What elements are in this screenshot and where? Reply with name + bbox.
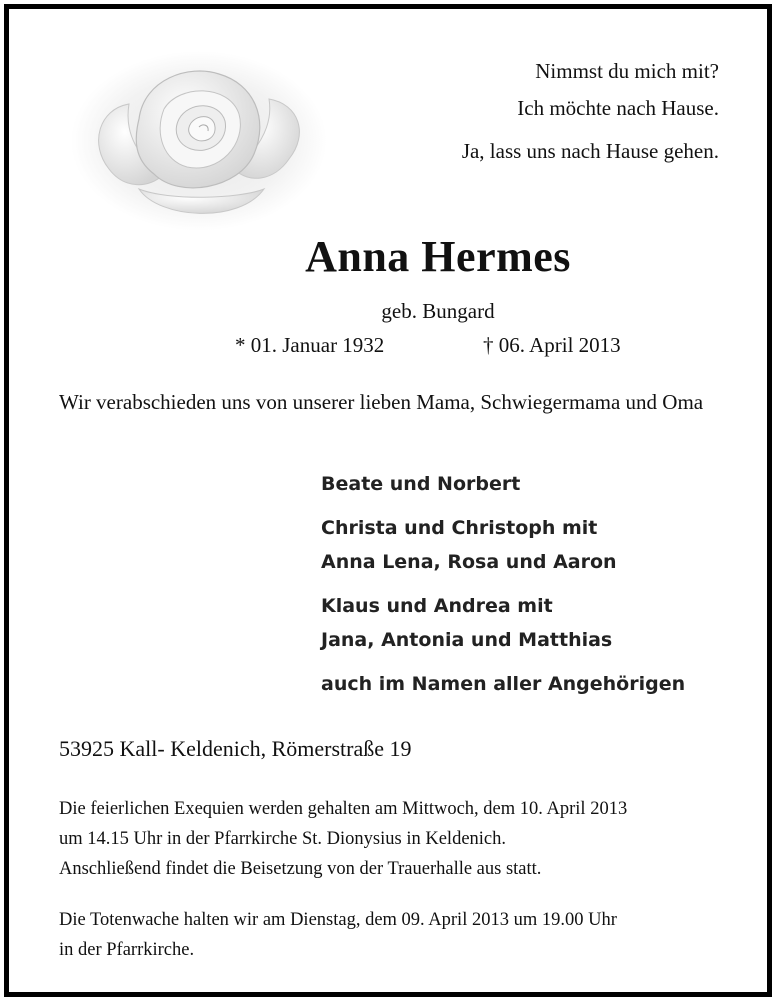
family-group	[321, 589, 685, 657]
farewell-text: Wir verabschieden uns von unserer lieben Mama, Schwiegermama und Oma	[59, 390, 704, 414]
family-line: Christa und Christoph mit	[321, 517, 598, 539]
maiden-name: geb. Bungard	[381, 299, 495, 323]
family-group	[321, 667, 685, 701]
address: 53925 Kall- Keldenich, Römerstraße 19	[59, 736, 412, 761]
poem-line: Nimmst du mich mit?	[535, 59, 719, 83]
family-group	[321, 511, 685, 579]
family-line: Klaus und Andrea mit	[321, 595, 553, 617]
white-rose-icon	[69, 49, 329, 234]
death-date: † 06. April 2013	[483, 333, 621, 357]
family-line: Anna Lena, Rosa und Aaron	[321, 551, 617, 573]
deceased-name: Anna Hermes	[305, 232, 571, 281]
family-line: Beate und Norbert	[321, 473, 521, 495]
poem	[462, 53, 719, 170]
family-group	[321, 467, 685, 501]
family-line: Jana, Antonia und Matthias	[321, 629, 613, 651]
ceremony-line: um 14.15 Uhr in der Pfarrkirche St. Dionysius in Keldenich.	[59, 829, 507, 849]
birth-date: * 01. Januar 1932	[235, 333, 385, 357]
ceremony-info	[59, 794, 723, 884]
vigil-line: Die Totenwache halten wir am Dienstag, dem 09. April 2013 um 19.00 Uhr	[59, 910, 617, 930]
poem-line: Ja, lass uns nach Hause gehen.	[461, 139, 719, 163]
ceremony-line: Anschließend findet die Beisetzung von der Trauerhalle aus statt.	[59, 859, 542, 879]
vigil-info	[59, 905, 723, 965]
vigil-line: in der Pfarrkirche.	[59, 940, 195, 960]
ceremony-line: Die feierlichen Exequien werden gehalten am Mittwoch, dem 10. April 2013	[59, 799, 628, 819]
family-line: auch im Namen aller Angehörigen	[321, 673, 686, 695]
obituary-card	[4, 4, 772, 997]
family-list	[321, 467, 685, 711]
poem-line: Ich möchte nach Hause.	[517, 96, 719, 120]
